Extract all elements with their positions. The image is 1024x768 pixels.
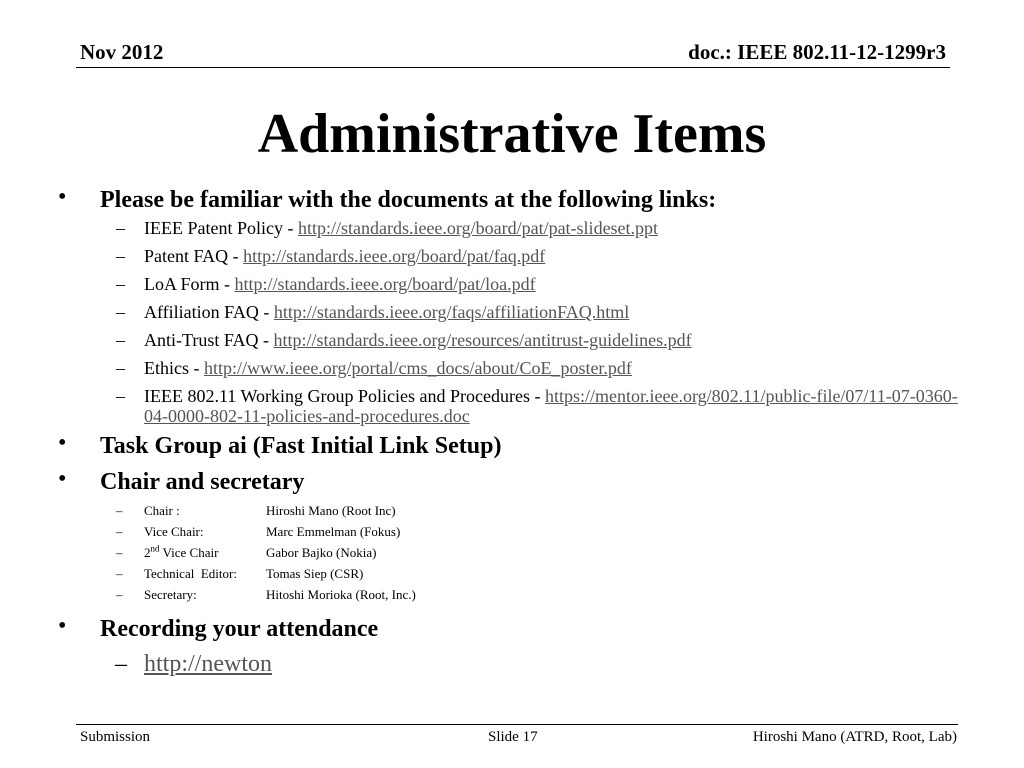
officer-name: Gabor Bajko (Nokia) <box>266 545 377 560</box>
officer-name: Hiroshi Mano (Root Inc) <box>266 503 396 518</box>
dash-glyph: – <box>116 246 125 266</box>
footer-author: Hiroshi Mano (ATRD, Root, Lab) <box>752 729 957 745</box>
list-item-policies-procedures <box>100 386 968 426</box>
link-label: Anti-Trust FAQ - <box>144 330 274 350</box>
loa-form-link[interactable]: http://standards.ieee.org/board/pat/loa.pdf <box>234 274 536 294</box>
ethics-link[interactable]: http://www.ieee.org/portal/cms_docs/about/CoE_poster.pdf <box>204 358 632 378</box>
bullet-glyph: • <box>58 466 67 492</box>
dash-glyph: – <box>116 587 123 602</box>
dash-glyph: – <box>116 566 123 581</box>
link-label: Affiliation FAQ - <box>144 302 274 322</box>
links-list <box>100 218 968 426</box>
officer-name: Hitoshi Morioka (Root, Inc.) <box>266 587 416 602</box>
dash-glyph: – <box>116 386 125 406</box>
bullet-glyph: • <box>58 613 67 639</box>
officer-role <box>144 542 266 563</box>
officer-name: Tomas Siep (CSR) <box>266 566 364 581</box>
officer-role: Secretary: <box>144 587 197 602</box>
officer-row-vice-chair <box>100 521 968 542</box>
list-item-affiliation-faq <box>100 302 968 322</box>
dash-glyph: – <box>116 302 125 322</box>
list-item-anti-trust-faq <box>100 330 968 350</box>
list-item-patent-policy <box>100 218 968 238</box>
bullet-task-group <box>58 430 968 462</box>
bullet-glyph: • <box>58 184 67 210</box>
officers-heading: Chair and secretary <box>100 469 305 495</box>
dash-glyph: – <box>116 524 123 539</box>
patent-policy-link[interactable]: http://standards.ieee.org/board/pat/pat-slideset.ppt <box>297 218 659 238</box>
task-group-heading: Task Group ai (Fast Initial Link Setup) <box>100 433 502 459</box>
bullet-officers-section <box>58 466 968 605</box>
dash-glyph: – <box>116 503 123 518</box>
policies-procedures-link[interactable]: https://mentor.ieee.org/802.11/public-file/07/11-07-0360-04-0000-802-11-policies-and-procedures.doc <box>144 386 958 426</box>
dash-glyph: – <box>116 218 125 238</box>
header-rule <box>76 67 950 68</box>
dash-glyph: – <box>115 651 127 677</box>
officer-role-ordinal: nd <box>150 543 160 554</box>
officer-role: Chair : <box>144 503 180 518</box>
link-label: IEEE 802.11 Working Group Policies and Procedures - <box>144 386 545 406</box>
affiliation-faq-link[interactable]: http://standards.ieee.org/faqs/affiliationFAQ.html <box>273 302 630 322</box>
officer-row-second-vice-chair <box>100 542 968 563</box>
header-date: Nov 2012 <box>80 40 164 64</box>
officer-role: Vice Chair: <box>144 524 204 539</box>
bullet-links-section <box>58 184 968 426</box>
patent-faq-link[interactable]: http://standards.ieee.org/board/pat/faq.pdf <box>243 246 546 266</box>
officer-role-number: 2 <box>144 545 151 560</box>
dash-glyph: – <box>116 545 123 560</box>
list-item-ethics <box>100 358 968 378</box>
main-bullet-list <box>58 184 968 685</box>
link-label: IEEE Patent Policy - <box>144 218 298 238</box>
link-label: LoA Form - <box>144 274 235 294</box>
list-item-attendance-link <box>100 647 968 681</box>
officer-row-technical-editor <box>100 563 968 584</box>
footer-submission: Submission <box>80 729 151 745</box>
footer-slide-number: Slide 17 <box>488 729 538 745</box>
officer-role-rest: Vice Chair <box>159 545 219 560</box>
attendance-heading: Recording your attendance <box>100 616 379 642</box>
officer-row-chair <box>100 500 968 521</box>
header-doc-id: doc.: IEEE 802.11-12-1299r3 <box>688 40 946 64</box>
officer-name: Marc Emmelman (Fokus) <box>266 524 401 539</box>
link-label: Ethics - <box>144 358 204 378</box>
attendance-list <box>100 647 968 681</box>
anti-trust-faq-link[interactable]: http://standards.ieee.org/resources/antitrust-guidelines.pdf <box>273 330 692 350</box>
list-item-patent-faq <box>100 246 968 266</box>
list-item-loa-form <box>100 274 968 294</box>
bullet-attendance-section <box>58 613 968 681</box>
officers-list <box>100 500 968 605</box>
dash-glyph: – <box>116 330 125 350</box>
bullet-glyph: • <box>58 430 67 456</box>
officer-role: Technical Editor: <box>144 566 237 581</box>
dash-glyph: – <box>116 274 125 294</box>
link-label: Patent FAQ - <box>144 246 244 266</box>
slide-title: Administrative Items <box>257 103 767 165</box>
officer-row-secretary <box>100 584 968 605</box>
links-heading: Please be familiar with the documents at the following links: <box>100 187 717 213</box>
attendance-link[interactable]: http://newton <box>144 651 272 677</box>
footer-rule <box>76 724 958 725</box>
dash-glyph: – <box>116 358 125 378</box>
